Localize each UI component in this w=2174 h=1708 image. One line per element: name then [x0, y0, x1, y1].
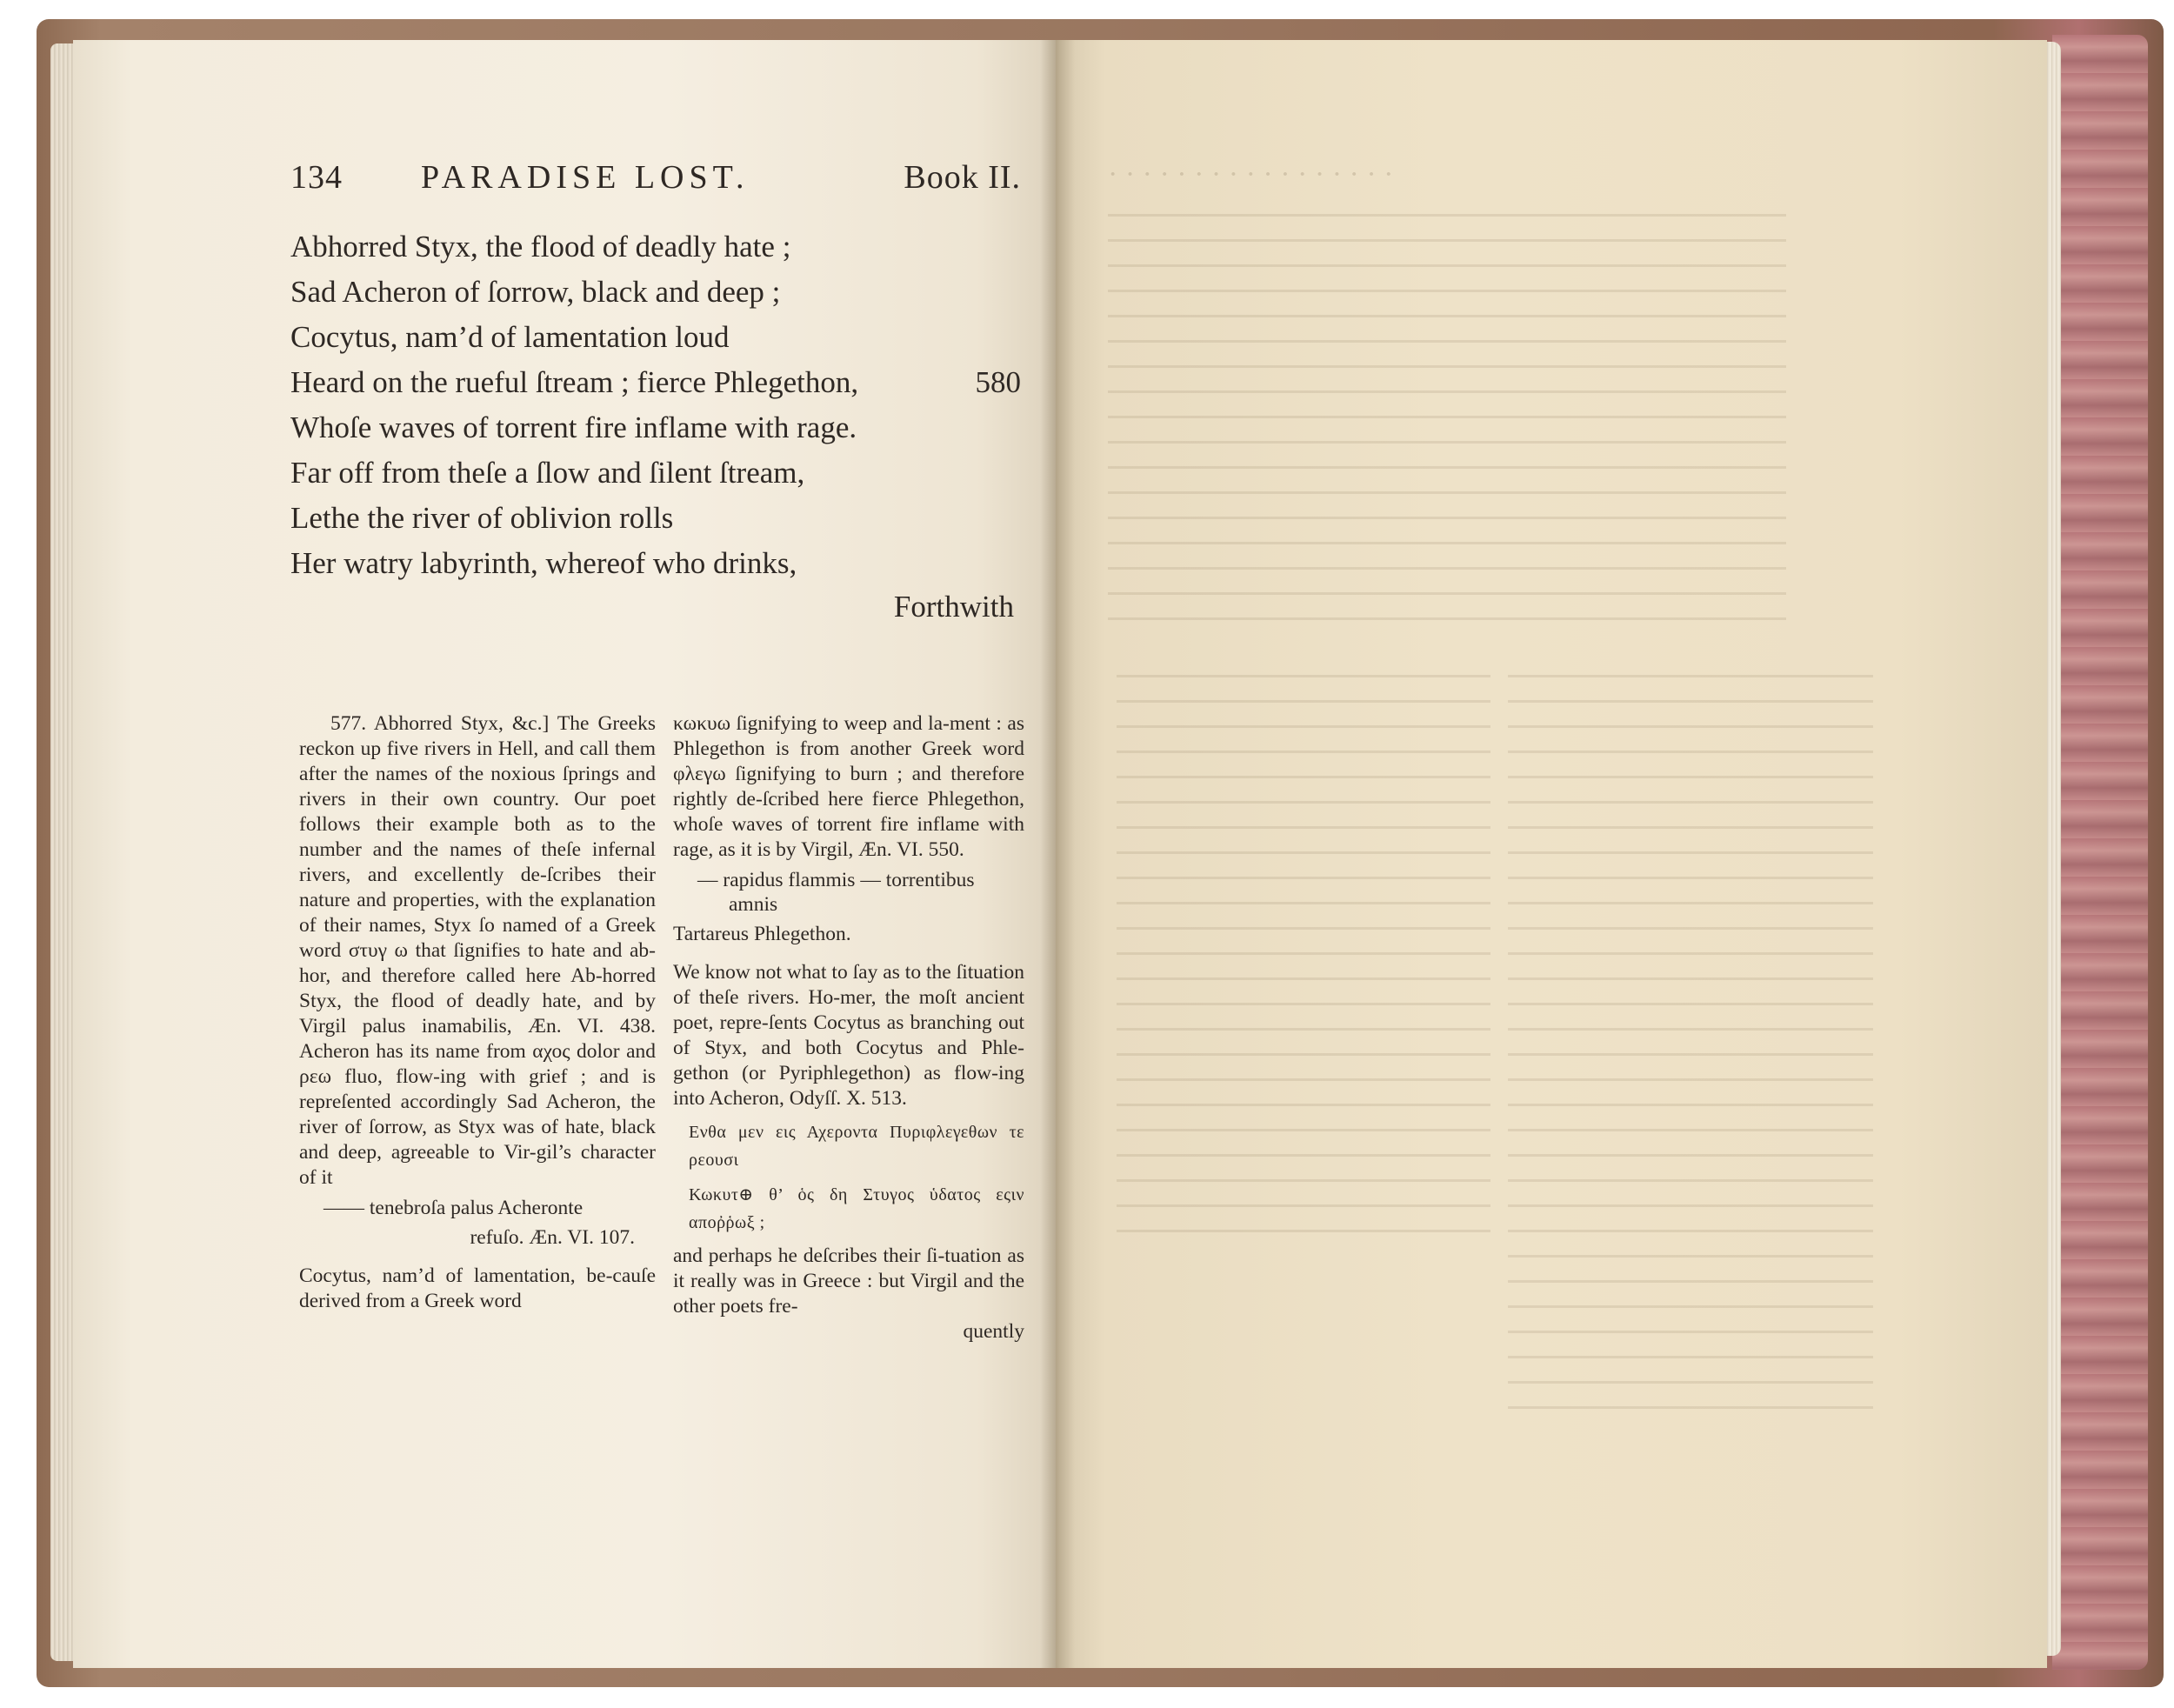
verse-text: Abhorred Styx, the flood of deadly hate ;: [290, 230, 791, 264]
note-quote: — rapidus flammis — torrentibus: [697, 869, 975, 891]
verse-line: [290, 541, 1021, 586]
note-quote: Tartareus Phlegethon.: [673, 923, 851, 945]
book-title: PARADISE LOST.: [421, 159, 750, 196]
verse-text: Lethe the river of oblivion rolls: [290, 501, 674, 535]
note-paragraph: 577. Abhorred Styx, &c.] The Greeks reckon up five rivers in Hell, and call them after the names of the noxious ſprings and rivers in their own country. Our poet follows their example both as to the number and the names of theſe infernal rivers, and excellently de-ſcribes their nature and properties, with the explanation of their names, Styx ſo named of a Greek word στυγ ω that ſignifies to hate and ab-hor, and therefore called here Ab-horred Styx, the flood of deadly hate, and by Virgil palus inamabilis, Æn. VI. 438. Acheron has its name from αχος dolor and ρεω fluo, flow-ing with grief ; and is repreſented accordingly Sad Acheron, the river of ſorrow, as Styx was of hate, black and deep, agreeable to Vir-gil’s character of it: [299, 712, 656, 1189]
verse-text: Whoſe waves of torrent fire inflame with rage.: [290, 410, 857, 444]
verse-text: Sad Acheron of ſorrow, black and deep ;: [290, 275, 781, 309]
note-quote: —— tenebroſa palus Acheronte: [323, 1197, 584, 1219]
notes-column-right: [673, 711, 1024, 1344]
verse-line: [290, 405, 1021, 450]
verse-text: Far off from theſe a ſlow and ſilent ſtream,: [290, 456, 805, 490]
verse-line: [290, 224, 1021, 270]
book-section: Book II.: [904, 159, 1021, 196]
verse-line: [290, 496, 1021, 541]
notes-column-left: [299, 711, 656, 1314]
greek-quote: Κωκυτ⊕ θ’ ὁς δη Στυγος ὑδατος εςιν αποῤῥωξ ;: [689, 1185, 1024, 1232]
note-gap: [673, 951, 1024, 960]
page-number: 134: [290, 159, 343, 196]
verse-line: [290, 360, 1021, 405]
note-quote: amnis: [729, 893, 778, 916]
note-gap: [299, 1255, 656, 1264]
verse-text: Her watry labyrinth, whereof who drinks,: [290, 546, 797, 580]
verse-text: Heard on the rueful ſtream ; fierce Phlegethon,: [290, 365, 859, 399]
line-number: 580: [975, 365, 1021, 399]
catchword: Forthwith: [893, 590, 1014, 624]
verse-line: [290, 270, 1021, 315]
verse-line: [290, 450, 1021, 496]
marbled-edge: [2052, 35, 2148, 1670]
show-through-verse: [1108, 214, 1786, 623]
right-page: [1056, 40, 2047, 1668]
note-paragraph: We know not what to ſay as to the ſituation of theſe rivers. Ho-mer, the moſt ancient poet, repre-ſents Cocytus as branching out of Styx, and both Cocytus and Phle-gethon (or Pyriphlegethon) as flow-ing into Acheron, Odyſſ. X. 513.: [673, 961, 1024, 1110]
greek-quote: Ενθα μεν εις Αχεροντα Πυριφλεγεθων τε ρεουσι: [689, 1123, 1024, 1170]
show-through-notes-left: [1117, 675, 1490, 1240]
note-paragraph: Cocytus, nam’d of lamentation, be-cauſe derived from a Greek word: [299, 1264, 656, 1312]
gutter-shadow: [1040, 40, 1075, 1668]
running-head: [290, 158, 1021, 210]
notes-catchword: quently: [963, 1320, 1024, 1343]
note-paragraph: κωκυω ſignifying to weep and la-ment : as Phlegethon is from another Greek word φλεγω ſignifying to burn ; and therefore rightly de-ſcribed here fierce Phlegethon, whoſe waves of torrent fire inflame with rage, as it is by Virgil, Æn. VI. 550.: [673, 712, 1024, 861]
note-quote-citation: refuſo. Æn. VI. 107.: [470, 1226, 635, 1249]
verse-text: Cocytus, nam’d of lamentation loud: [290, 320, 730, 354]
verse-block: [290, 224, 1021, 586]
verse-line: [290, 315, 1021, 360]
show-through-text: · · · · · · · · · · · · · · · · ·: [1108, 158, 1394, 190]
show-through-notes-right: [1508, 675, 1873, 1414]
note-paragraph: and perhaps he deſcribes their ſi-tuation as it really was in Greece : but Virgil and the other poets fre-: [673, 1244, 1024, 1318]
